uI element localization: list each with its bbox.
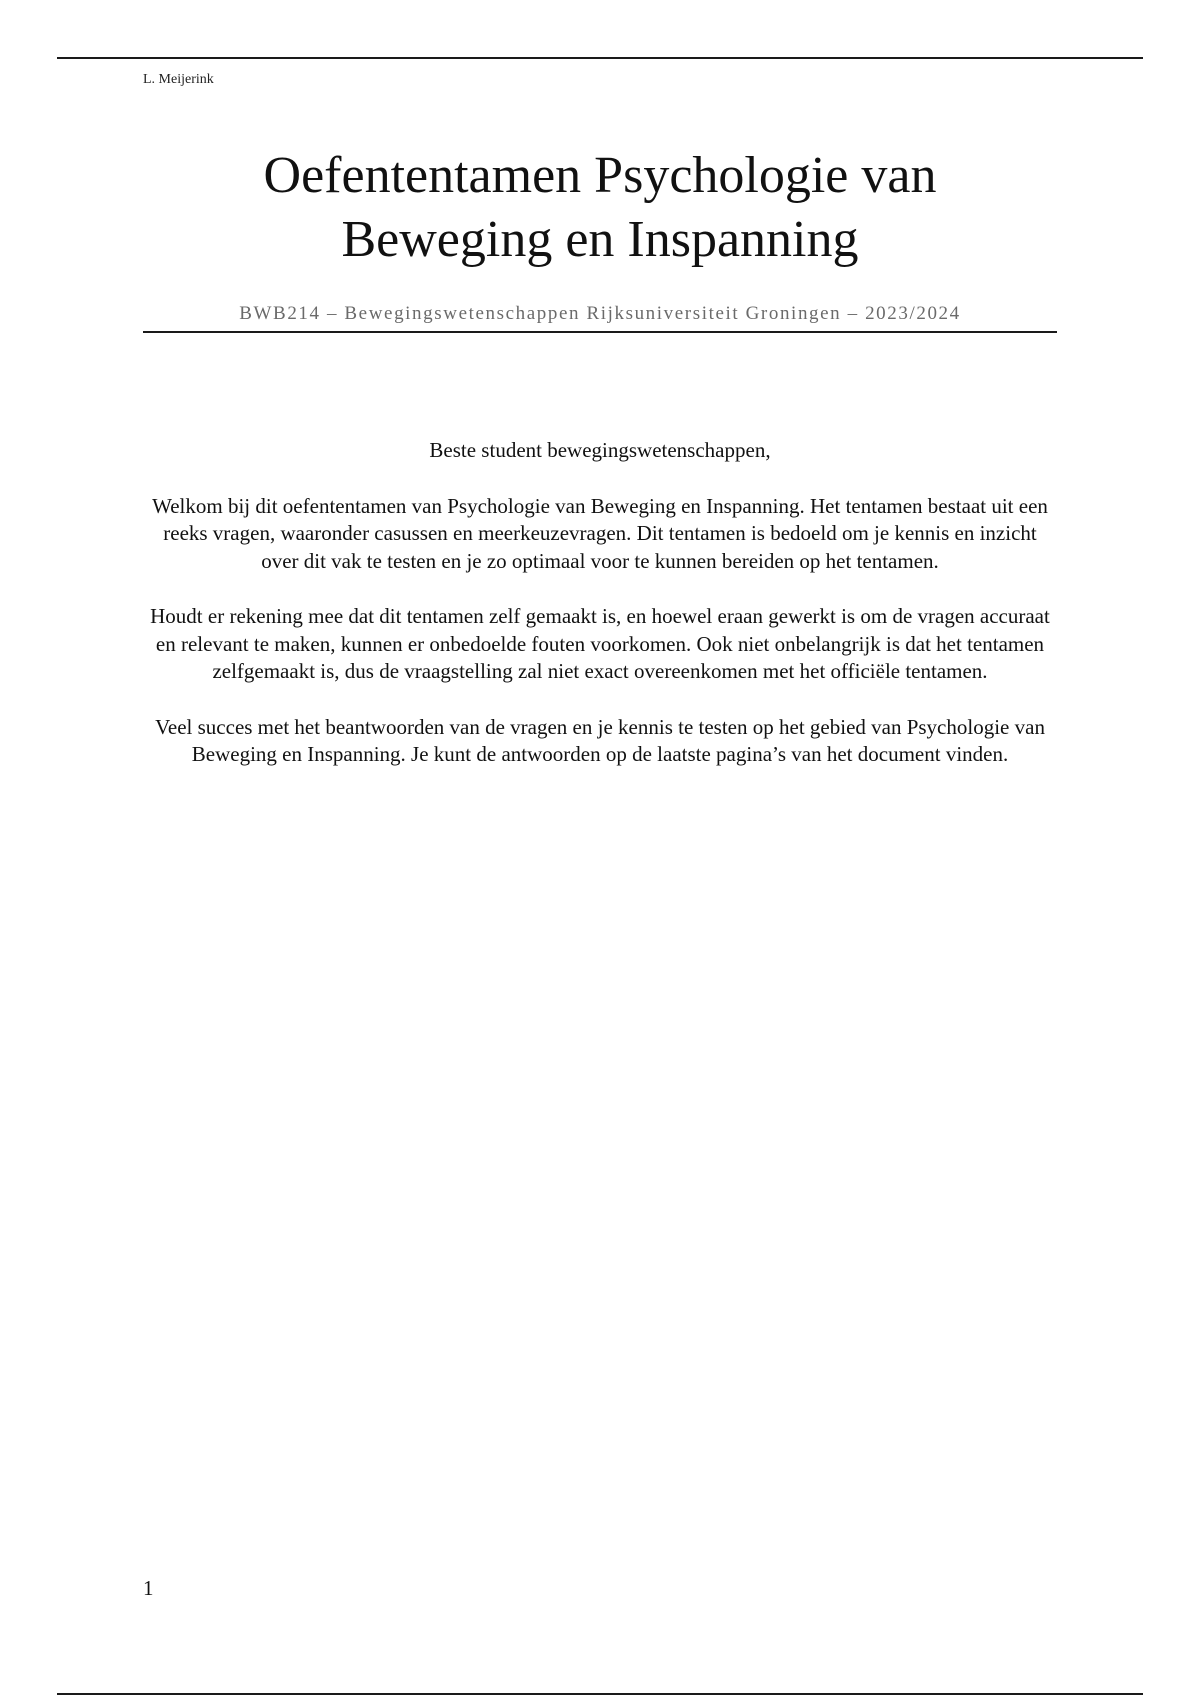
intro-paragraph-2: Houdt er rekening mee dat dit tentamen zelf gemaakt is, en hoewel eraan gewerkt is om de vragen accuraat en relevant te maken, kunnen er onbedoelde fouten voorkomen. Ook niet onbelangrijk is dat het tentamen zelfgemaakt is, dus de vraagstelling zal niet exact overeenkomen met het officiële tentamen. (150, 604, 1050, 683)
intro-text (150, 437, 1050, 797)
document-title (143, 144, 1057, 272)
document-title-line-1: Oefententamen Psychologie van (263, 147, 937, 204)
intro-paragraph-3: Veel succes met het beantwoorden van de vragen en je kennis te testen op het gebied van Psychologie van Beweging en Inspanning. Je kunt de antwoorden op de laatste pagina’s van het document vinden. (155, 714, 1045, 766)
author-name: L. Meijerink (143, 72, 214, 87)
subtitle-rule (143, 331, 1057, 333)
document-subtitle: BWB214 – Bewegingswetenschappen Rijksuniversiteit Groningen – 2023/2024 (239, 303, 961, 324)
footer-rule (57, 1693, 1143, 1695)
page-number: 1 (143, 1576, 154, 1600)
greeting: Beste student bewegingswetenschappen, (429, 438, 771, 462)
document-title-line-2: Beweging en Inspanning (341, 211, 859, 268)
intro-paragraph-1: Welkom bij dit oefententamen van Psychologie van Beweging en Inspanning. Het tentamen bestaat uit een reeks vragen, waaronder casussen en meerkeuzevragen. Dit tentamen is bedoeld om je kennis en inzicht over dit vak te testen en je zo optimaal voor te kunnen bereiden op het tentamen. (152, 493, 1048, 573)
header-rule (57, 57, 1143, 59)
